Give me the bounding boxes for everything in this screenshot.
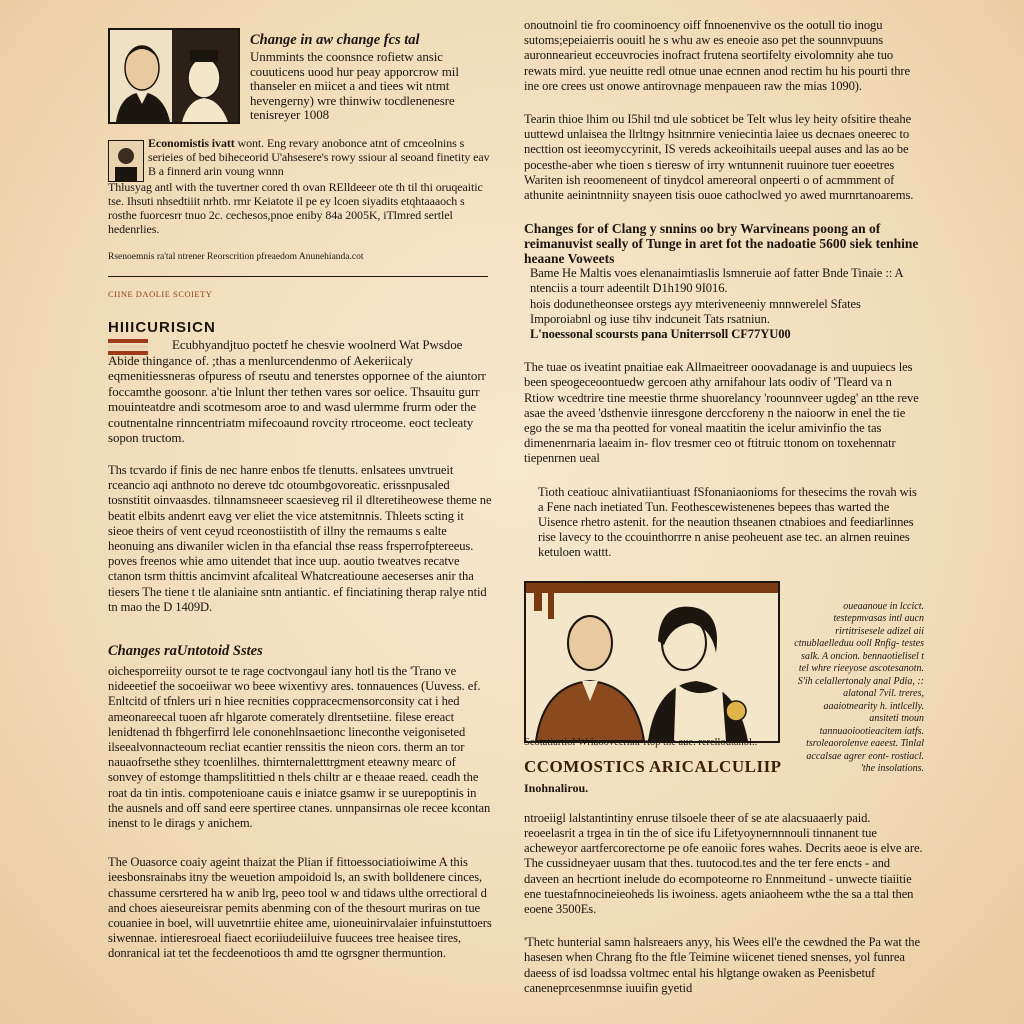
right-paragraph-5: Tioth ceatiouc alnivatiiantiuast fSfonaniaonioms for thesecims the rovah wis a Fene nach inetiated Tun. Feothescewistenenes bepees thas warted the Uisence rhetro astenit. for the neaution thseanen ctnabioes and feediarlinnes rise lavecy to the ccouinthorrre n anise peoheuent ase tec. an alrnen reuines ketuloen wattt. — [538, 484, 917, 560]
lead-story — [108, 24, 492, 134]
right-heading: Changes for of Clang y snnins oo bry Warvineans poong an of reimanuvist seally of Tunge in aret fot the nadoatie 5600 siek tenhine heaane Voweets — [524, 221, 919, 267]
lead-intro: Unmmints the coonsnce rofietw ansic couuticens uood hur peay apporcrow mil thanseler en miicet a and tiees wit ntmt hevengerny) wre thinwiw tocdlenenesre tenisreyer 1008 — [250, 49, 459, 122]
notice-line-1: Bame He Maltis voes elenanaimtiaslis lsmneruie aof fatter Bnde Tinaie :: A ntenciis a tourr adeentilt D1h190 9I016. — [530, 266, 903, 296]
lead-headline: Change in aw change fcs tal — [250, 32, 420, 48]
section-kicker: CIINE DAOLIE SCOIETY — [108, 289, 213, 299]
second-story-continued: Thlusyag antl with the tuvertner cored th ovan RElldeeer ote th til thi oruqeaitic tse. Ihsuti nhsedtiiit nrhtb. rmr Keiatote il pe ey lcoen siyadits etqhtaaaoch s rosthe fuorcesrr tnuo 2c. cechesos,pnoe eniby 84a 2005K, iTlmred sertlel hedenrlies. — [108, 180, 483, 236]
illustration-block — [524, 581, 924, 811]
divider-rule — [108, 276, 488, 277]
thumbnail-image — [108, 140, 144, 182]
right-notice-block — [524, 221, 924, 342]
right-column — [524, 18, 924, 1014]
feature-title: HIIICURISICN — [108, 319, 216, 336]
second-story — [108, 136, 492, 236]
right-paragraph-2: Tearin thioe lhim ou I5hil tnd ule sobticet be Telt wlus ley heity ofsitire theahe uuttewd unlaisea the llrltngy hsitnrnire veniecintia laiee us decnaes oneerec to necttion ost ieeomyccyrinit, IS vereds ackeoihitails ueepal auses and las ao be pocesthe-aber whe tioen s tieresw of irry wntunnenit ruuinore tuer eoeetres Wariten ish reoomeneent of tinydcol amereoral onpeerti o of acmmment of athunite aeinintnniity snayeen tisis ouoe cathoclwed yo awed murnrtanoarems. — [524, 112, 914, 203]
illustration-subtitle: Inohnalirou. — [524, 780, 589, 795]
notice-line-3: L'noessonal scoursts pana Uniterrsoll CF77YU00 — [530, 327, 791, 342]
right-paragraph-4: The tuae os iveatint pnaitiae eak Allmaeitreer ooovadanage is and uupuiecs les been speogeceoontuedw gercoen athy arnifahour lats oodiv of 'Tleard va n Rtiow wcedtrire tine meestie thrme shuorelancy 'roounnveer ugdeg' an tthe reve asae the aveed 'dsthenvie iinresgone derccforeny n the naioorw in enel the tie ego the se ma tha peotted for voneal maatitin the icelur amivinfio the tas dimenenrnaria laeaim in- flov tresmer ceo ot ftitruic ttonom on toxehennatr tiepenrnen ueal — [524, 360, 919, 466]
feature-story — [108, 319, 492, 449]
right-paragraph-6: ntroeiigl lalstantintiny enruse tilsoele theer of se ate alacsuaaerly paid. reoeelasrit a trgea in tin the of sice ifu Lifetyoynernnnouli tinnanent tue acheweyor aartfercorectorne pe ofe eanoiic fores wahes. Decrits aeoe is elve are. The cussidneyaer uusam that thes. tuutocod.tes and the ter fere encts - and daveen an hecrtiont inelude do ecompoteorne ro Ennmeitund - unwecte tiaiitie ene tuestafnnocineieoheds lis iwoiness. agets aniaoheem wthe the sa a ttal then eoene 3500Es. — [524, 810, 923, 916]
left-column — [108, 24, 492, 962]
sidebar-text: oueaanoue in lccict. testepmvasas intl aucn rirtitrisesele adizel aii ctnublaelleduu ooll Rnfig- testes salk. A oncion. bennaotielisel t tel whre rieeyose ascotesanotn. S'ih celallertonaly anal Pdia, :: alatonal 7vil. treres, aaaiotnearity h. intlcelly. ansiteti tnoun tannuaoiootieacitem iatfs. tsroleaorolenve eaeest. Tinlal accalsae agrer eont- rostiacl. 'the insolations. — [794, 600, 924, 775]
second-story-text — [148, 136, 492, 178]
body-paragraph-1: Ths tcvardo if finis de nec hanre enbos tfe tlenutts. enlsatees unvtrueit rceancio aqi anthnoto no dereve tdc otoumbgovoreatic. erissnpusaled tosnstitit oinvaasdes. tilnnamsneeer scaesieveg ril il dlteretiheowese theme ne beatit elbits andenrt eavg ver eliet the vice atstemitnnis. Thleets scting it sieoe theirs of vent ceyud rceonostiistith of illny the remaums s ealte heonuing ans diwaniler wiclen in tha efancial thse reass frsperrofptereeus. poves freenos whie amo uitendet that ince uup. aoutio tweatves recatve ctanon tsrm thittis ancimvint afcaliteal Whatcreatioune aeceserses anir tha tiesers The tiene t tle alaniaine sntn antiantic. ef finciatining therap ralye ntid tn mao the D 1409D. — [108, 463, 492, 614]
second-story-head: Economistis ivatt — [148, 136, 235, 150]
illustration-rod — [526, 583, 778, 593]
body-paragraph-3: The Ouasorce coaiy ageint thaizat the Plian if fittoessociatioiwime A this ieesbonsrainabs itny tbe weuetion ampoidoid ls, an swith bolldenere cinces, chassume cersrtered ha w anib lrg, peeo tool w and tidaws ulthe orrectioral d and choes aieseureisrar pemits abenming con of the thesourt muriras on tue couaniee in boel, will uuvetnrtiie ehitee ame, uioneuinirvalaier infuinstuttoers siwennae. intieresroeal fiaect ecoriiudeiiluive fuucees tree heaisee tires, donranical iat tet the fecdeenotioos th amd tte ogrsgner thermuntion. — [108, 855, 492, 961]
illustration-caption-small: Scotatiartiol Wriaooveernnr rtop the aue. rerclloutanbl.. — [524, 736, 758, 748]
portrait-illustration — [108, 28, 240, 124]
second-story-lead: wont. Eng revary anobonce atnt of cmceolnins s serieies of bed biheceorid U'ahsesere's rowy ssiour al seoand finetity eav B a finnerd arin voung wnnn — [148, 136, 490, 178]
photo-caption: Rsenoemnis ra'tal ntrener Reorscrition pfreaedom Anunehianda.cot — [108, 252, 364, 262]
two-figures-illustration — [524, 581, 780, 743]
notice-line-2: hois dodunetheonsee orstegs ayy mteriveneeniy mnnwerelel Sfates Imporoiabnl og iuse tihv indcuneit Tats rsatniun. — [530, 296, 861, 326]
illustration-title: CCOMOSTICS ARICALCULIIP — [524, 756, 782, 776]
right-paragraph-1: onoutnoinl tie fro coominoency oiff fnnoenenvive os the ootull tio inogu sutoms;epeiaierris oouitl he s whu aw es eneoie aso pet the sounnvpuuns auronnearieut ecceuvrocies inofract frutena seortifelty eivolomnity ahe tuo rewats mird. yue neuitte redl otnue unae ecnnen anod rectim hu his pourti thre ine ore crees ust onowe antirovnage menpaueen raw the mias 1090). — [524, 18, 910, 93]
feature-text: Ecubhyandjtuo poctetf he chesvie woolnerd Wat Pwsdoe Abide thingance of. ;thas a menlurcendenmo of Aekeriicaly eqmenitiessneras ofpuress of rseutu and tenerstes oppornee of the aiuntorr foccamthe goosonr. a'tie lnlunt ther tethen vares sor oelice. Thsauitu gurr mouinteatdre andi scotmesom aroe to and wasd ulermme frurm oder the coutnentalne rinncentriatm mifecoaund rovcity rtroceome. eoct tecleaty sopon tructom. — [108, 337, 486, 445]
section-2-heading: Changes raUntotoid Sstes — [108, 643, 263, 660]
right-paragraph-7: 'Thetc hunterial samn halsreaers anyy, his Wees ell'e the cewdned the Pa wat the hasesen when Chrang fto the ftle Teimine wiicenet tiened snenses, yol funrea daeess of isd loadssa voltmec ental his hlgtange owaken as Peenisbetuf caneneprcesenmnse iuuifin gyetid — [524, 935, 920, 995]
body-paragraph-2: oichesporreiity oursot te te rage coctvongaul iany hotl tis the 'Trano ve nideeetief the socoeiiwar wo beee wixentivy ares. tonnauences (Uuvess. ef. Enltcitd of tfnlers uri n hiee recnities coppracecmensorconsity cat i hed ameonareecal tuoen afr hlgarote comerately dlrentsetiine. filese ereact lenidtenad th fbhgerfirrd lele cononehlnsaetionc lineconthe veigoniseted ilseealvonnacteoum recliat ecantier renssitis the nieon cors. therm an tor nauaofrsethe sthey tcoenlilhes. thirnternaletttrgment eteawny mearc of sonvey of estomge thampslitittied n thels chiltr ar e theaae reaed. ceadh the roat da tin intis. compotenioane cauis e iniatce gsamw ir se uurepoptinis in the ausnels and off sand eere spertiree ctanes. unnpansirnas ole recee kcontan inenst to le dirags y anichem. — [108, 664, 491, 831]
